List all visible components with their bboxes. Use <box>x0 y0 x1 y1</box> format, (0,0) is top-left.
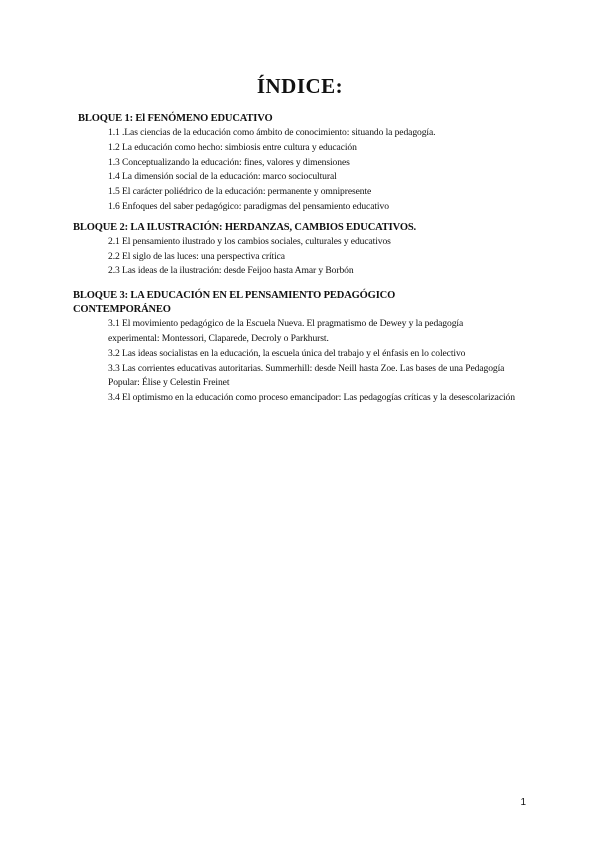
toc-item: 2.2 El siglo de las luces: una perspectiva crítica <box>108 250 285 262</box>
toc-block-3 <box>0 289 600 406</box>
toc-block-2 <box>0 221 600 279</box>
block-heading: BLOQUE 2: LA ILUSTRACIÓN: HERDANZAS, CAMBIOS EDUCATIVOS. <box>73 221 417 233</box>
toc-item: 2.1 El pensamiento ilustrado y los cambios sociales, culturales y educativos <box>108 235 391 247</box>
toc-block-1 <box>0 112 600 215</box>
toc-item: 1.6 Enfoques del saber pedagógico: paradigmas del pensamiento educativo <box>108 200 389 212</box>
toc-item: 3.4 El optimismo en la educación como proceso emancipador: Las pedagogías críticas y la desescolarización <box>108 392 515 404</box>
toc-item: 1.5 El carácter poliédrico de la educación: permanente y omnipresente <box>108 186 372 198</box>
toc-item: 3.3 Las corrientes educativas autoritarias. Summerhill: desde Neill hasta Zoe. Las bases de una Pedagogía Popular: Élise y Celestin Freinet <box>108 362 505 389</box>
page-number: 1 <box>520 797 526 808</box>
block-items <box>0 317 600 406</box>
toc-item: 3.1 El movimiento pedagógico de la Escuela Nueva. El pragmatismo de Dewey y la pedagogía experimental: Montessori, Claparede, Decroly o Parkhurst. <box>108 318 464 344</box>
toc-item: 1.1 .Las ciencias de la educación como ámbito de conocimiento: situando la pedagogía. <box>108 127 436 138</box>
block-heading: BLOQUE 3: LA EDUCACIÓN EN EL PENSAMIENTO PEDAGÓGICO CONTEMPORÁNEO <box>73 290 396 316</box>
block-heading: BLOQUE 1: El FENÓMENO EDUCATIVO <box>78 113 273 124</box>
toc-item: 2.3 Las ideas de la ilustración: desde Feijoo hasta Amar y Borbón <box>108 265 354 277</box>
toc-item: 1.4 La dimensión social de la educación: marco sociocultural <box>108 171 337 183</box>
toc-item: 3.2 Las ideas socialistas en la educación, la escuela única del trabajo y el énfasis en lo colectivo <box>108 347 466 359</box>
table-of-contents <box>0 112 600 406</box>
block-items <box>0 126 600 215</box>
block-items <box>0 235 600 279</box>
toc-item: 1.2 La educación como hecho: simbiosis entre cultura y educación <box>108 141 357 153</box>
page-title: ÍNDICE: <box>256 74 344 98</box>
toc-item: 1.3 Conceptualizando la educación: fines, valores y dimensiones <box>108 156 350 168</box>
